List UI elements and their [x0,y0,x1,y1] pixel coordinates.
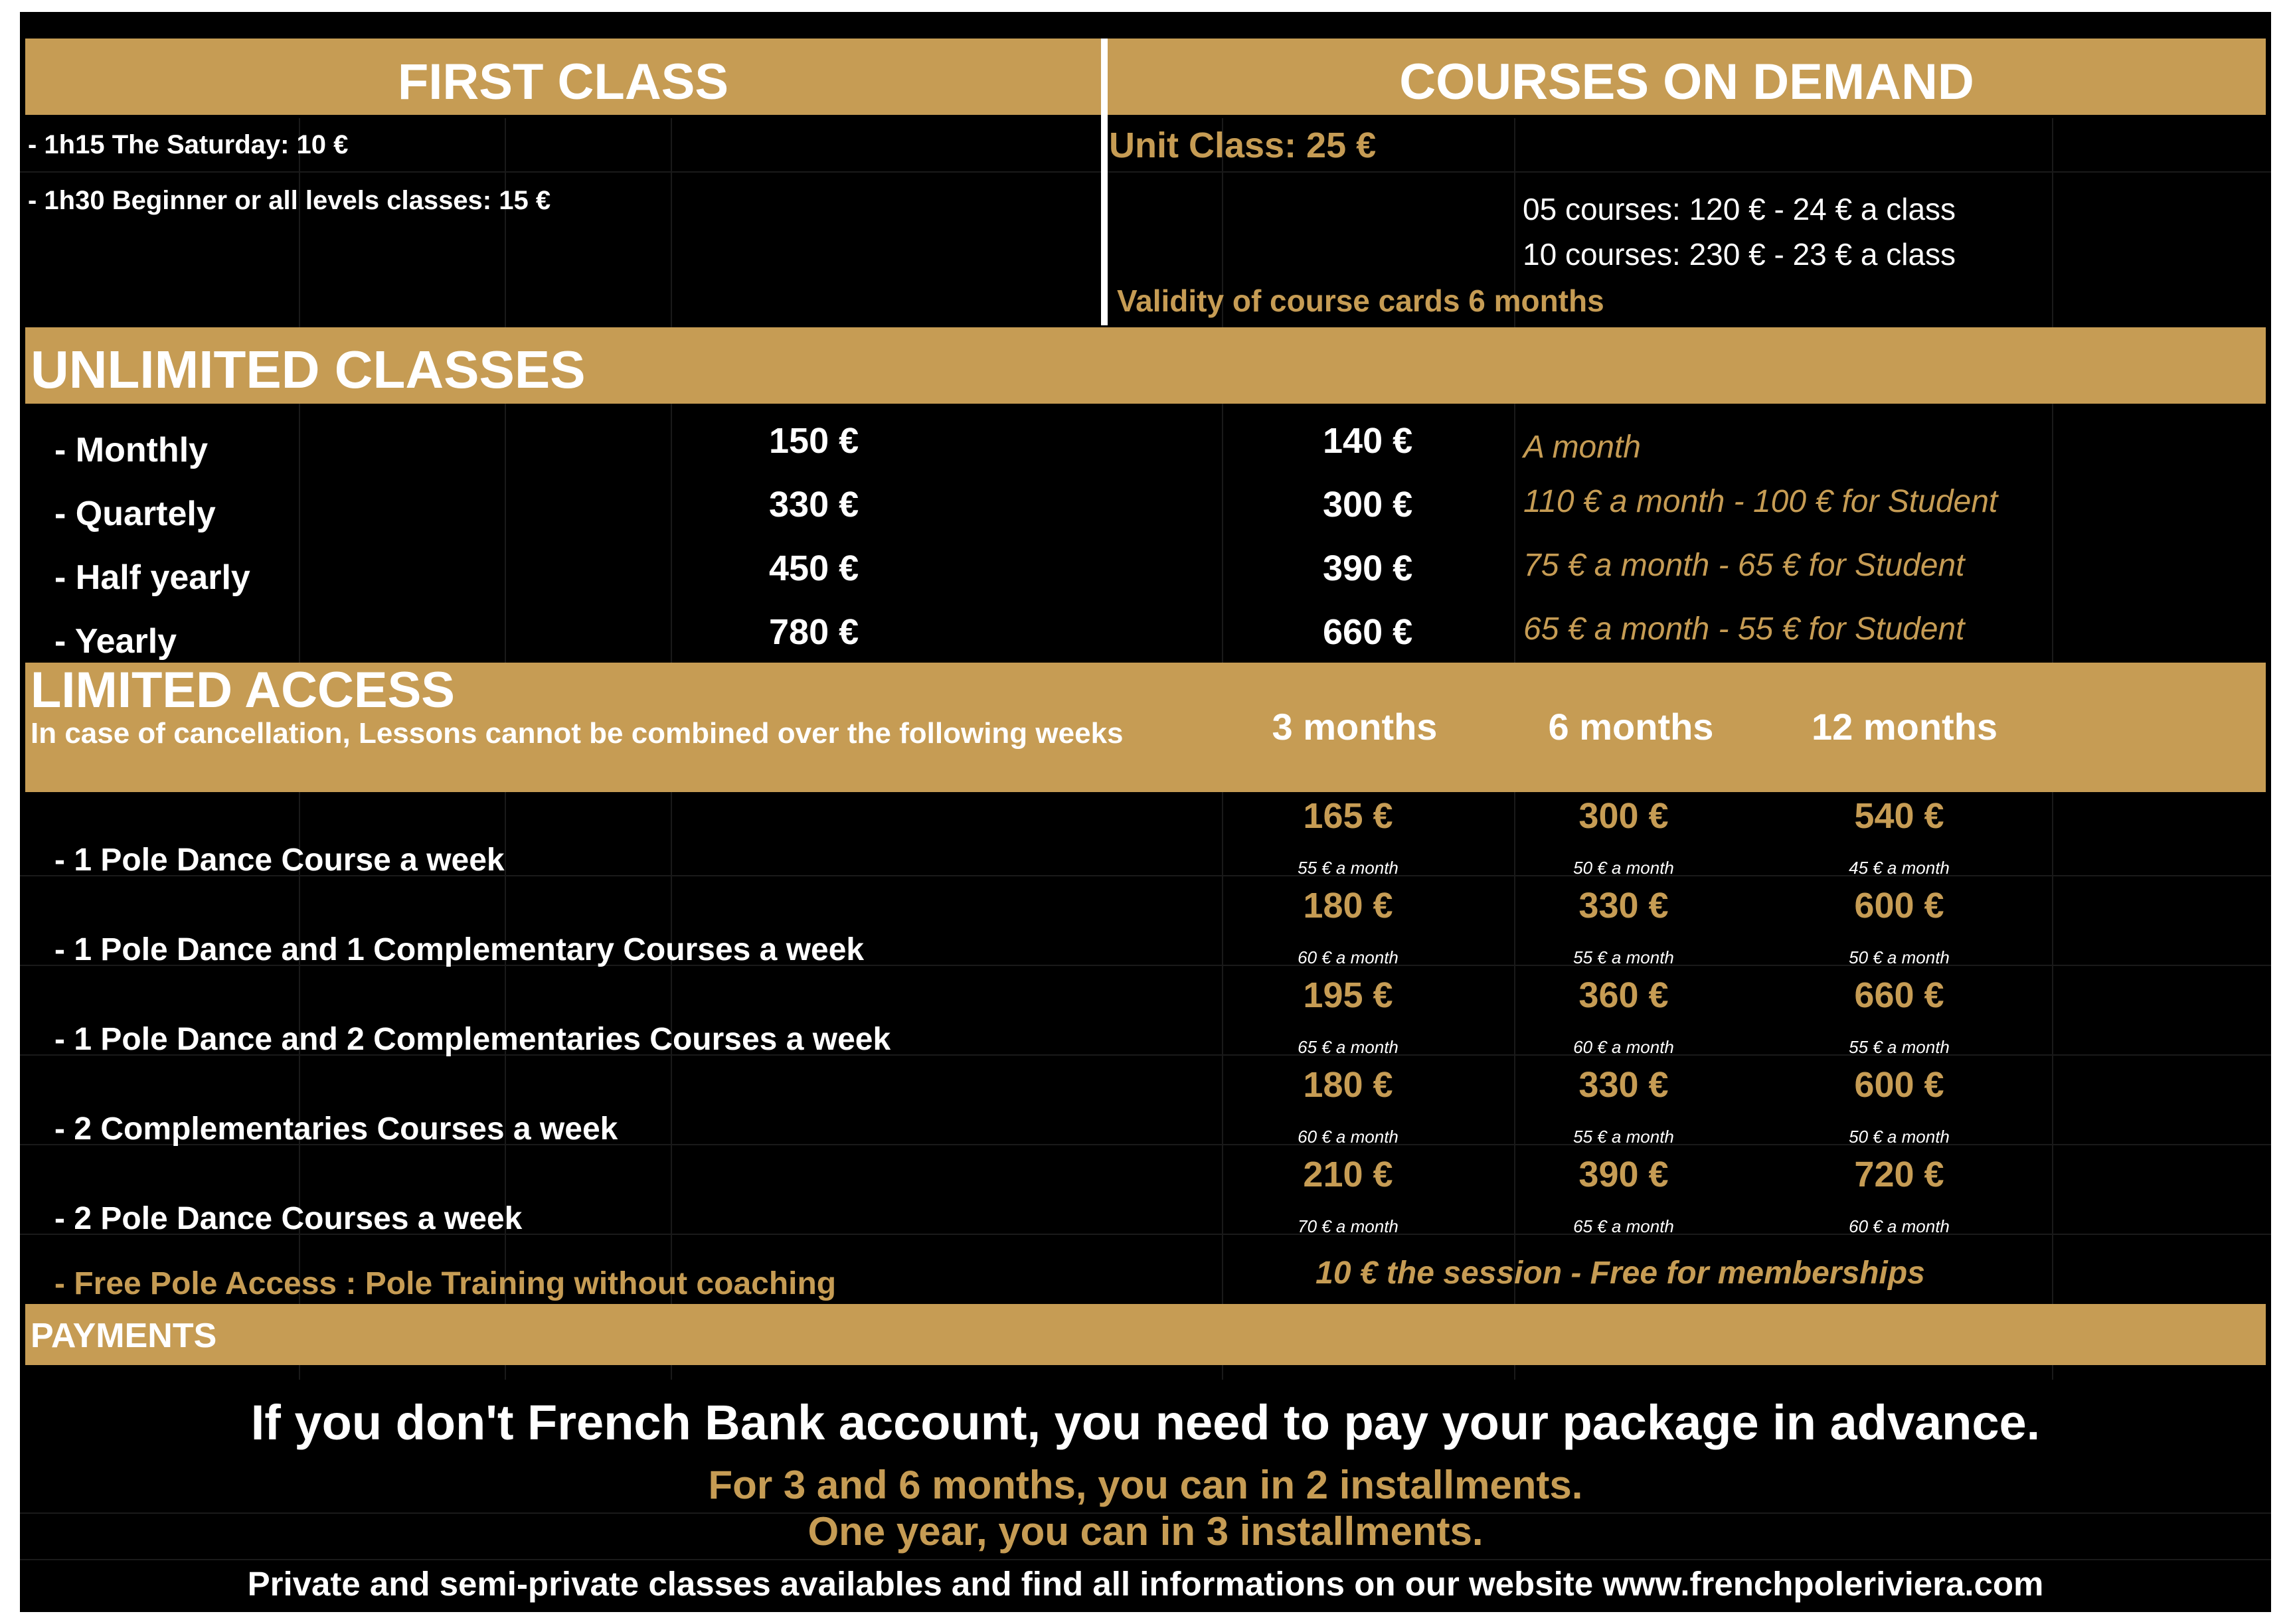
limited-monthly-12m: 50 € a month [1849,947,1950,967]
price-sheet [20,12,2271,1612]
unlimited-row-yearly-note: 65 € a month - 55 € for Student [1523,611,1965,647]
courses-on-demand-title: COURSES ON DEMAND [1399,54,1974,110]
limited-price-6m: 330 € [1578,886,1669,926]
limited-monthly-6m: 50 € a month [1573,858,1674,878]
limited-column-3-months: 3 months [1272,706,1438,748]
limited-monthly-6m: 60 € a month [1573,1037,1674,1057]
free-pole-access-label: - Free Pole Access : Pole Training without coaching [54,1266,837,1301]
courses-on-demand-header [1108,39,2266,115]
payments-title: PAYMENTS [31,1317,217,1355]
limited-price-6m: 360 € [1578,975,1669,1015]
course-card-5: 05 courses: 120 € - 24 € a class [1523,192,1956,226]
limited-monthly-6m: 55 € a month [1573,947,1674,967]
unlimited-row-monthly-reduced: 140 € [1323,421,1413,461]
limited-column-12-months: 12 months [1811,706,1998,748]
unlimited-row-half-yearly-reduced: 390 € [1323,548,1413,588]
first-class-header [25,39,1101,115]
first-class-item-saturday: - 1h15 The Saturday: 10 € [28,130,349,159]
limited-price-12m: 660 € [1854,975,1944,1015]
first-class-title: FIRST CLASS [397,54,729,110]
payments-line-installments-year: One year, you can in 3 installments. [807,1509,1484,1554]
payments-line-installments-3-6: For 3 and 6 months, you can in 2 installments. [708,1463,1583,1507]
unlimited-row-quarterly-reduced: 300 € [1323,485,1413,525]
payments-line-website: Private and semi-private classes availables and find all informations on our website www.frenchpoleriviera.com [247,1565,2044,1603]
limited-row-label: - 2 Pole Dance Courses a week [54,1201,523,1236]
limited-row-label: - 1 Pole Dance and 1 Complementary Courses a week [54,932,865,967]
limited-price-6m: 390 € [1578,1155,1669,1194]
limited-price-12m: 540 € [1854,796,1944,836]
limited-price-12m: 720 € [1854,1155,1944,1194]
limited-price-3m: 195 € [1303,975,1393,1015]
unlimited-row-quarterly-label: - Quartely [54,495,216,533]
limited-price-3m: 165 € [1303,796,1393,836]
limited-monthly-12m: 55 € a month [1849,1037,1950,1057]
limited-monthly-3m: 65 € a month [1298,1037,1399,1057]
limited-cancellation-note: In case of cancellation, Lessons cannot be combined over the following weeks [31,717,1124,750]
limited-monthly-12m: 50 € a month [1849,1127,1950,1147]
limited-monthly-3m: 70 € a month [1298,1216,1399,1236]
limited-monthly-3m: 60 € a month [1298,1127,1399,1147]
unlimited-header [25,327,2266,404]
limited-monthly-12m: 45 € a month [1849,858,1950,878]
unlimited-row-half-yearly-label: - Half yearly [54,558,250,597]
unlimited-row-yearly-price: 780 € [769,612,859,652]
limited-price-12m: 600 € [1854,886,1944,926]
unlimited-row-yearly-reduced: 660 € [1323,612,1413,652]
course-card-validity: Validity of course cards 6 months [1117,284,1604,318]
course-card-10: 10 courses: 230 € - 23 € a class [1523,237,1956,272]
limited-title: LIMITED ACCESS [31,662,455,718]
payments-header [25,1304,2266,1365]
limited-monthly-6m: 55 € a month [1573,1127,1674,1147]
free-pole-access-price: 10 € the session - Free for memberships [1315,1256,1925,1291]
limited-monthly-6m: 65 € a month [1573,1216,1674,1236]
limited-row-label: - 1 Pole Dance Course a week [54,843,505,878]
limited-column-6-months: 6 months [1548,706,1714,748]
unlimited-title: UNLIMITED CLASSES [31,340,586,399]
limited-header [25,663,2266,792]
limited-price-12m: 600 € [1854,1065,1944,1105]
unlimited-row-monthly-note: A month [1523,430,1641,465]
payments-line-bank: If you don't French Bank account, you need to pay your package in advance. [250,1395,2041,1450]
limited-price-3m: 180 € [1303,886,1393,926]
unlimited-row-half-yearly-note: 75 € a month - 65 € for Student [1523,548,1965,583]
unlimited-row-yearly-label: - Yearly [54,622,177,661]
limited-monthly-12m: 60 € a month [1849,1216,1950,1236]
limited-price-6m: 330 € [1578,1065,1669,1105]
limited-monthly-3m: 60 € a month [1298,947,1399,967]
section-divider [1101,39,1108,325]
unlimited-row-monthly-price: 150 € [769,421,859,461]
limited-row-label: - 2 Complementaries Courses a week [54,1111,618,1147]
unlimited-row-quarterly-note: 110 € a month - 100 € for Student [1523,484,1998,519]
unlimited-row-quarterly-price: 330 € [769,485,859,525]
limited-monthly-3m: 55 € a month [1298,858,1399,878]
unit-class-price: Unit Class: 25 € [1109,125,1377,165]
first-class-item-beginner: - 1h30 Beginner or all levels classes: 15 € [28,186,551,215]
limited-price-3m: 210 € [1303,1155,1393,1194]
limited-price-3m: 180 € [1303,1065,1393,1105]
unlimited-row-monthly-label: - Monthly [54,431,209,469]
limited-price-6m: 300 € [1578,796,1669,836]
unlimited-row-half-yearly-price: 450 € [769,548,859,588]
limited-row-label: - 1 Pole Dance and 2 Complementaries Courses a week [54,1022,891,1057]
